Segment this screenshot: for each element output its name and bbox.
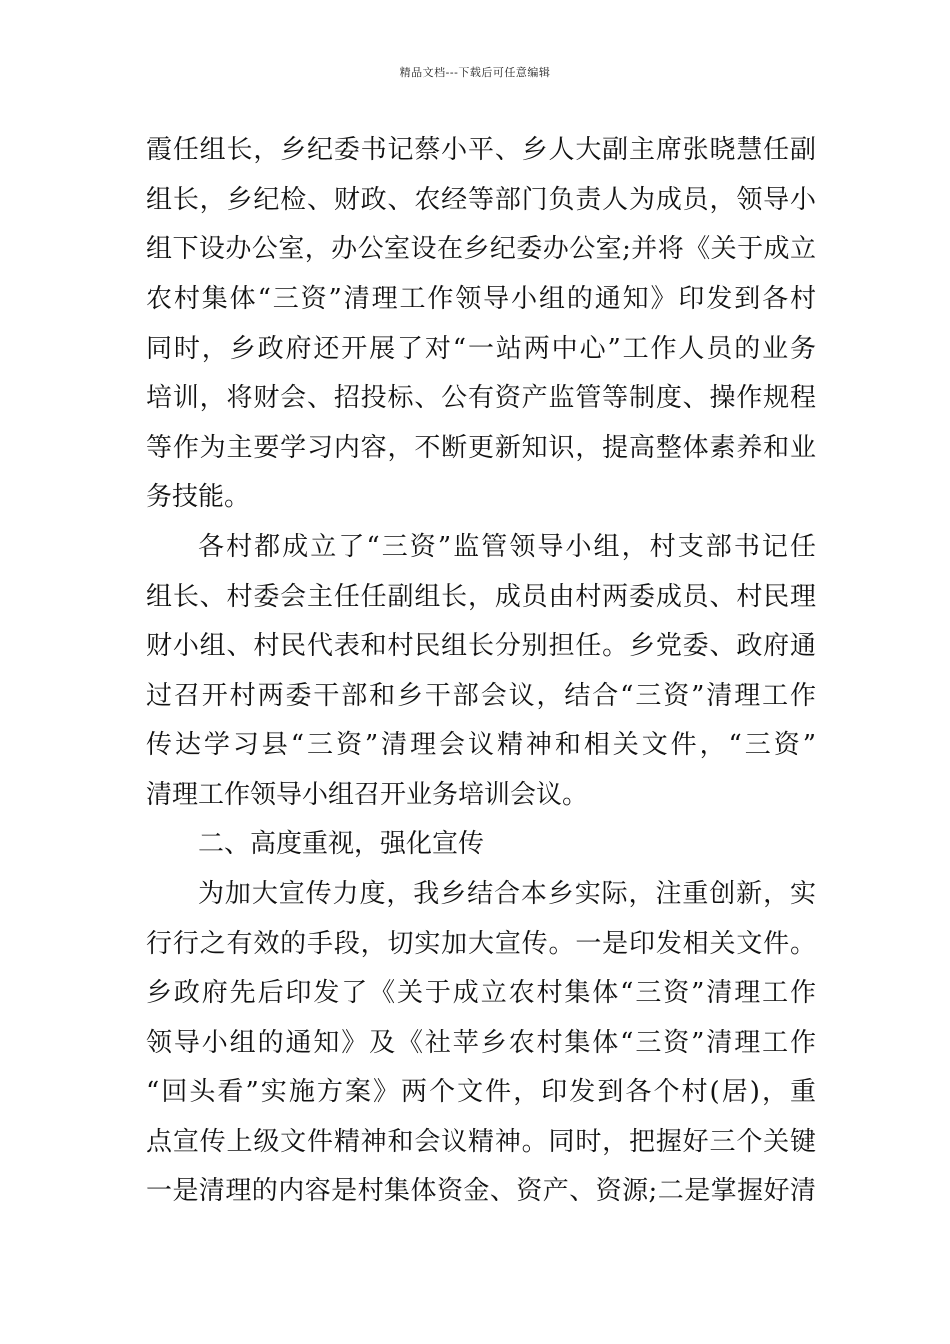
text-line: 农村集体“三资”清理工作领导小组的通知》印发到各村	[146, 284, 816, 314]
text-line: 同时，乡政府还开展了对“一站两中心”工作人员的业务	[146, 334, 816, 364]
text-line: 行行之有效的手段，切实加大宣传。一是印发相关文件。	[146, 929, 816, 959]
paragraph-first-line: 为加大宣传力度，我乡结合本乡实际，注重创新，实	[198, 879, 816, 909]
text-line: 霞任组长，乡纪委书记蔡小平、乡人大副主席张晓慧任副	[146, 135, 816, 165]
text-line: 组下设办公室，办公室设在乡纪委办公室;并将《关于成立	[146, 234, 816, 264]
page-header: 精品文档---下载后可任意编辑	[399, 66, 551, 79]
text-line: 组长、村委会主任任副组长，成员由村两委成员、村民理	[146, 582, 816, 612]
text-line: 等作为主要学习内容，不断更新知识，提高整体素养和业	[146, 433, 816, 463]
text-line: 培训，将财会、招投标、公有资产监管等制度、操作规程	[146, 383, 816, 413]
text-line: 乡政府先后印发了《关于成立农村集体“三资”清理工作	[146, 978, 816, 1008]
section-heading: 二、高度重视，强化宣传	[198, 829, 485, 859]
text-line: 过召开村两委干部和乡干部会议，结合“三资”清理工作	[146, 681, 816, 711]
text-line: 传达学习县“三资”清理会议精神和相关文件，“三资”	[146, 730, 816, 760]
text-line: 清理工作领导小组召开业务培训会议。	[146, 780, 589, 810]
text-line: 点宣传上级文件精神和会议精神。同时，把握好三个关键	[146, 1127, 816, 1157]
text-line: 领导小组的通知》及《社苹乡农村集体“三资”清理工作	[146, 1028, 816, 1058]
text-line: “回头看”实施方案》两个文件，印发到各个村(居)，重	[146, 1077, 816, 1107]
text-line: 务技能。	[146, 482, 251, 512]
paragraph-first-line: 各村都成立了“三资”监管领导小组，村支部书记任	[198, 532, 816, 562]
text-line: 财小组、村民代表和村民组长分别担任。乡党委、政府通	[146, 631, 816, 661]
text-line: 一是清理的内容是村集体资金、资产、资源;二是掌握好清	[146, 1176, 816, 1206]
text-line: 组长，乡纪检、财政、农经等部门负责人为成员，领导小	[146, 185, 816, 215]
